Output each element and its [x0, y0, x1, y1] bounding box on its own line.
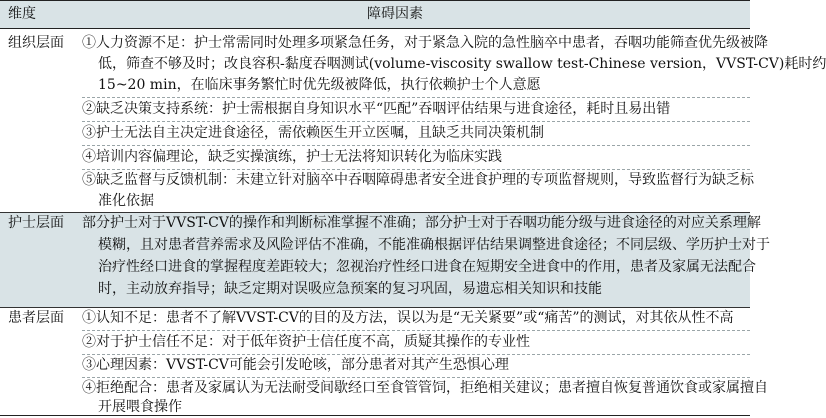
factor-line: 时，主动放弃指导；缺乏定期对误吸应急预案的复习巩固，易遗忘相关知识和技能 — [98, 281, 602, 297]
group-nurse — [0, 213, 770, 307]
factor-line: 治疗性经口进食的掌握程度差距较大；忽视治疗性经口进食在短期安全进食中的作用，患者及家属无法配合 — [98, 259, 756, 275]
row-divider — [82, 330, 750, 331]
factor-line: ④培训内容偏理论，缺乏实操演练，护士无法将知识转化为临床实践 — [82, 149, 502, 165]
group-organization — [0, 29, 826, 192]
group-dimension: 组织层面 — [8, 35, 64, 51]
factor-line: 低，筛查不够及时；改良容积-黏度吞咽测试(volume-viscosity swallow test-Chinese version，VVST-CV)耗时约 — [98, 56, 826, 72]
factor-line: ⑤缺乏监督与反馈机制：未建立针对脑卒中吞咽障碍患者安全进食护理的专项监督规则，导致监督行为缺乏标 — [82, 172, 754, 188]
header-factors: 障碍因素 — [367, 6, 423, 22]
factor-line: ②对于护士信任不足：对于低年资护士信任度不高，质疑其操作的专业性 — [82, 334, 530, 350]
factor-line: ④拒绝配合：患者及家属认为无法耐受间歇经口至食管管饲，拒绝相关建议；患者擅自恢复普通饮食或家属擅自 — [82, 380, 768, 396]
factor-line: 准化依据 — [98, 193, 154, 209]
factor-line: ①认知不足：患者不了解VVST-CV的目的及方法，误以为是“无关紧要”或“痛苦”的测试，对其依从性不高 — [82, 310, 734, 326]
group-dimension: 患者层面 — [8, 310, 64, 326]
factor-line: ③心理因素：VVST-CV可能会引发呛咳，部分患者对其产生恐惧心理 — [82, 357, 509, 373]
factor-line: ②缺乏决策支持系统：护士需根据自身知识水平“匹配”吞咽评估结果与进食途径，耗时且易出错 — [82, 101, 671, 117]
row-divider — [82, 121, 750, 122]
group-patient — [0, 308, 768, 415]
row-divider — [82, 145, 750, 146]
header-dimension: 维度 — [8, 6, 36, 22]
factor-line: 15~20 min，在临床事务繁忙时优先级被降低，执行依赖护士个人意愿 — [98, 77, 541, 93]
factor-line: 开展喂食操作 — [98, 399, 182, 415]
factor-line: 模糊，且对患者营养需求及风险评估不准确，不能准确根据评估结果调整进食途径；不同层级、学历护士对于 — [98, 237, 770, 253]
row-divider — [82, 97, 750, 98]
table-bottom-rule — [0, 415, 750, 416]
factor-line: ③护士无法自主决定进食途径，需依赖医生开立医嘱，且缺乏共同决策机制 — [82, 125, 544, 141]
group-dimension: 护士层面 — [8, 215, 64, 231]
table-header — [0, 0, 750, 29]
factor-line: ①人力资源不足：护士常需同时处理多项紧急任务，对于紧急入院的急性脑卒中患者，吞咽功能筛查优先级被降 — [82, 35, 768, 51]
factor-line: 部分护士对于VVST-CV的操作和判断标准掌握不准确；部分护士对于吞咽功能分级与进食途径的对应关系理解 — [82, 215, 761, 231]
